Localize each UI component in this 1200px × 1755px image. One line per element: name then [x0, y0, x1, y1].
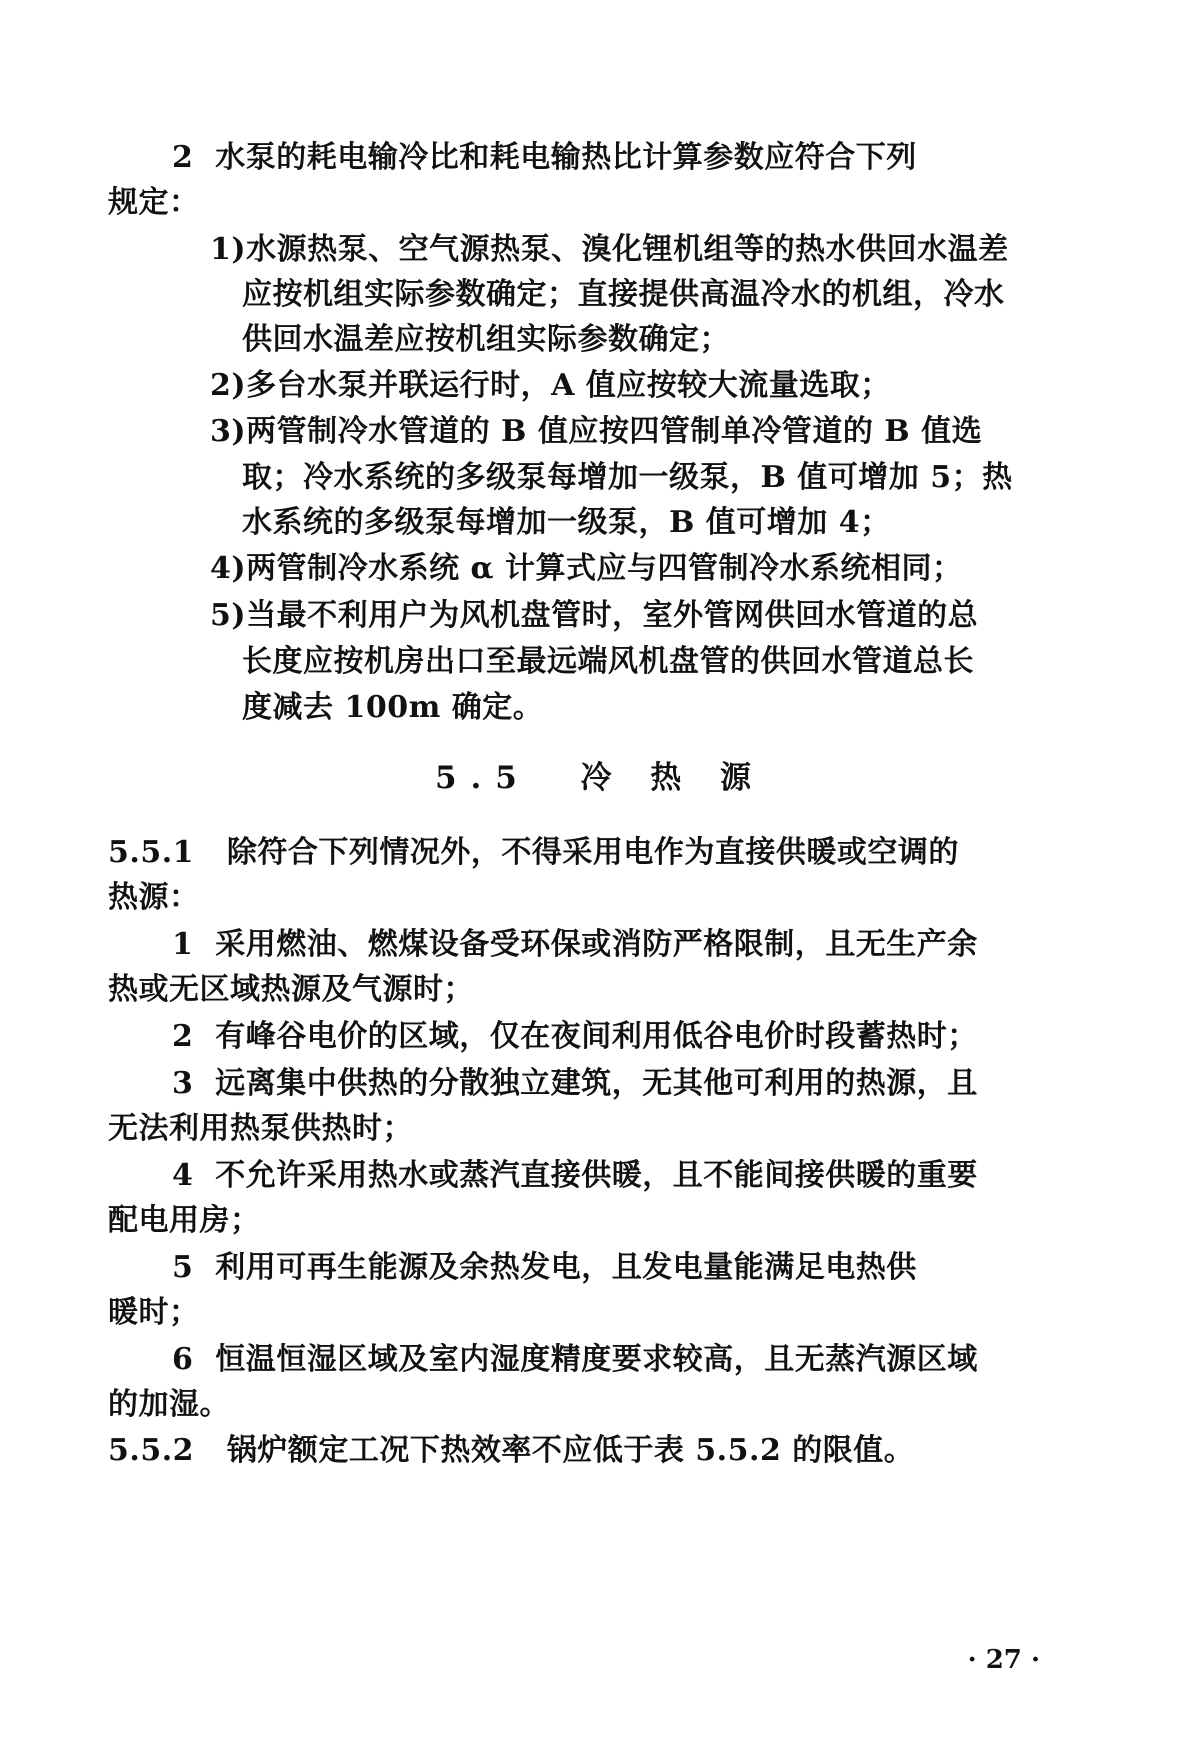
subitem-2-text: 多台水泵并联运行时，A 值应按较大流量选取；: [246, 368, 891, 403]
case-3-line-2: 无法利用热泵供热时；: [108, 1111, 413, 1146]
case-1-line-2: 热或无区域热源及气源时；: [108, 972, 474, 1007]
case-6-line-2: 的加湿。: [108, 1387, 230, 1422]
subitem-3-line-2: 取；冷水系统的多级泵每增加一级泵，B 值可增加 5；热: [242, 460, 1013, 495]
case-6-text: 恒温恒湿区域及室内湿度精度要求较高，且无蒸汽源区域: [215, 1342, 978, 1377]
subitem-4-text: 两管制冷水系统 α 计算式应与四管制冷水系统相同；: [246, 551, 963, 586]
case-2-line-1: [172, 1017, 978, 1057]
clause-5-5-1-number: 5.5.1: [108, 835, 195, 870]
subitem-1-line-1: [210, 230, 1009, 270]
case-5-line-2: 暖时；: [108, 1295, 200, 1330]
subitem-2-line-1: [210, 366, 891, 406]
clause-5-5-1-text: 除符合下列情况外，不得采用电作为直接供暖或空调的: [226, 835, 959, 870]
subitem-1-line-3: 供回水温差应按机组实际参数确定；: [242, 322, 730, 357]
case-2-number: 2: [172, 1019, 194, 1054]
subitem-3-label: 3): [210, 414, 247, 449]
subitem-3-text: 两管制冷水管道的 B 值应按四管制单冷管道的 B 值选: [246, 414, 983, 449]
clause-5-5-1-line-1: [108, 833, 959, 873]
item-2-line-1: [172, 138, 917, 178]
item-2-text: 水泵的耗电输冷比和耗电输热比计算参数应符合下列: [215, 140, 917, 175]
item-2-line-2: 规定：: [108, 185, 200, 220]
clause-5-5-2-text: 锅炉额定工况下热效率不应低于表 5.5.2 的限值。: [226, 1433, 915, 1468]
case-3-line-1: [172, 1064, 978, 1104]
section-title: 冷 热 源: [580, 760, 766, 796]
subitem-3-line-1: [210, 412, 982, 452]
subitem-5-line-1: [210, 596, 978, 636]
subitem-5-text: 当最不利用户为风机盘管时，室外管网供回水管道的总: [246, 598, 979, 633]
item-2-number: 2: [172, 140, 194, 175]
case-1-text: 采用燃油、燃煤设备受环保或消防严格限制，且无生产余: [215, 927, 978, 962]
case-1-number: 1: [172, 927, 194, 962]
clause-5-5-1-line-2: 热源：: [108, 880, 200, 915]
subitem-4-label: 4): [210, 551, 247, 586]
subitem-1-text: 水源热泵、空气源热泵、溴化锂机组等的热水供回水温差: [246, 232, 1009, 267]
case-5-number: 5: [172, 1250, 194, 1285]
case-3-number: 3: [172, 1066, 194, 1101]
subitem-1-label: 1): [210, 232, 247, 267]
subitem-2-label: 2): [210, 368, 247, 403]
subitem-5-line-3: 度减去 100m 确定。: [242, 690, 544, 725]
case-6-line-1: [172, 1340, 978, 1380]
case-2-text: 有峰谷电价的区域，仅在夜间利用低谷电价时段蓄热时；: [215, 1019, 978, 1054]
case-1-line-1: [172, 925, 978, 965]
case-6-number: 6: [172, 1342, 194, 1377]
case-4-number: 4: [172, 1158, 194, 1193]
subitem-5-label: 5): [210, 598, 247, 633]
case-5-line-1: [172, 1248, 917, 1288]
clause-5-5-2-number: 5.5.2: [108, 1433, 195, 1468]
clause-5-5-2: [108, 1431, 914, 1471]
section-number: 5.5: [434, 760, 531, 796]
case-4-line-1: [172, 1156, 978, 1196]
case-3-text: 远离集中供热的分散独立建筑，无其他可利用的热源，且: [215, 1066, 978, 1101]
section-heading: [0, 758, 1200, 798]
case-4-text: 不允许采用热水或蒸汽直接供暖，且不能间接供暖的重要: [215, 1158, 978, 1193]
case-4-line-2: 配电用房；: [108, 1203, 261, 1238]
subitem-5-line-2: 长度应按机房出口至最远端风机盘管的供回水管道总长: [242, 644, 974, 679]
subitem-1-line-2: 应按机组实际参数确定；直接提供高温冷水的机组，冷水: [242, 277, 1005, 312]
subitem-3-line-3: 水系统的多级泵每增加一级泵，B 值可增加 4；: [242, 505, 891, 540]
page-number: · 27 ·: [967, 1645, 1040, 1675]
case-5-text: 利用可再生能源及余热发电，且发电量能满足电热供: [215, 1250, 917, 1285]
subitem-4-line-1: [210, 549, 963, 589]
